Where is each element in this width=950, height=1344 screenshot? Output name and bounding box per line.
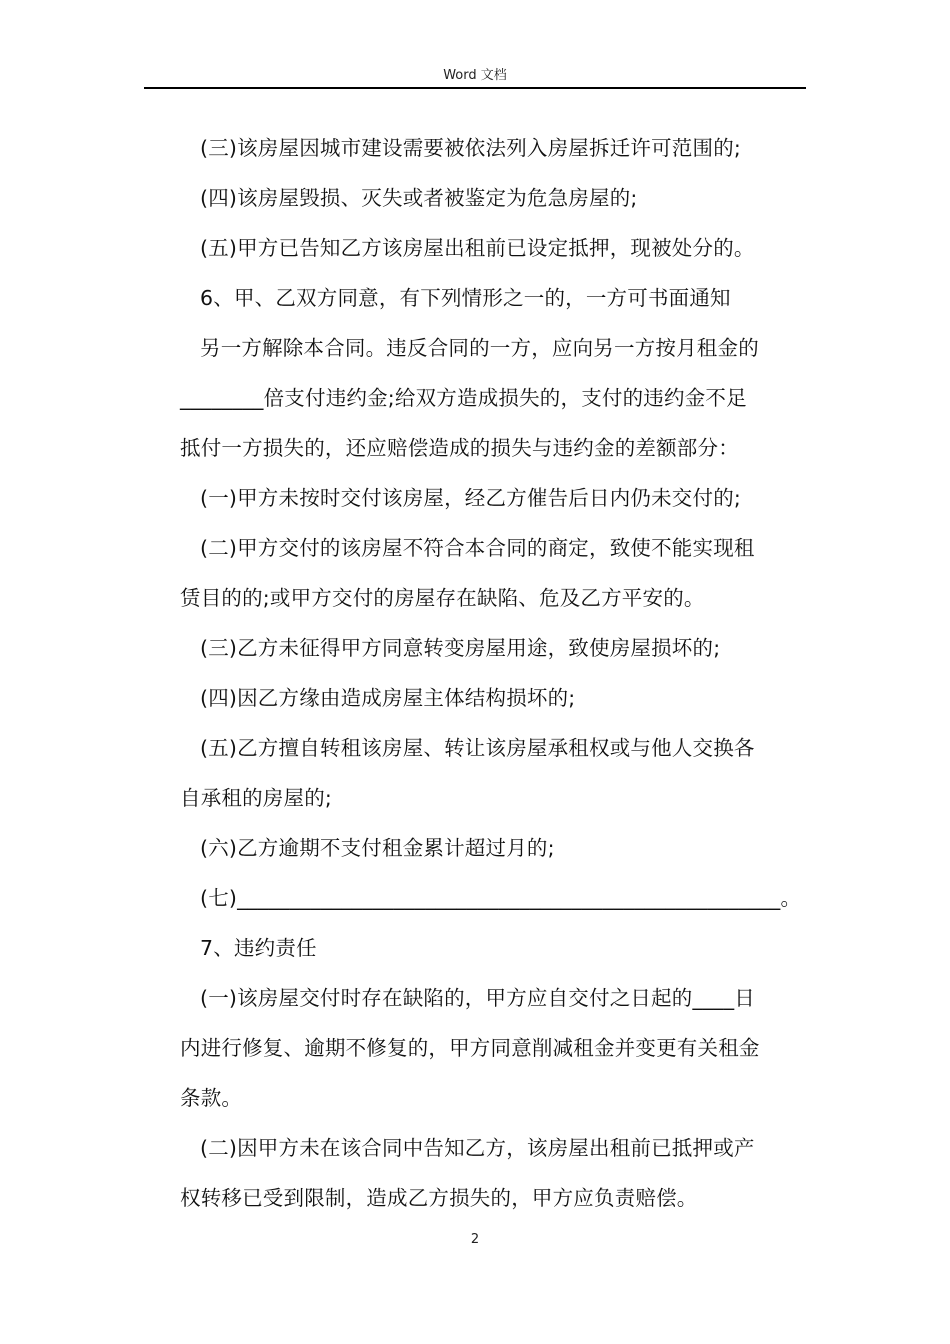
header-title: Word 文档 (443, 68, 507, 83)
clause-line-5: 另一方解除本合同。违反合同的一方，应向另一方按月租金的 (200, 336, 759, 360)
header-rule (144, 87, 806, 89)
clause-line-8: (一)甲方未按时交付该房屋，经乙方催告后日内仍未交付的; (200, 486, 742, 510)
clause-line-18: (一)该房屋交付时存在缺陷的，甲方应自交付之日起的____日 (200, 986, 755, 1010)
clause-line-20: 条款。 (180, 1086, 243, 1110)
section-heading-breach-liability: 7、违约责任 (200, 936, 317, 960)
clause-line-19: 内进行修复、逾期不修复的，甲方同意削减租金并变更有关租金 (180, 1036, 760, 1060)
clause-line-22: 权转移已受到限制，造成乙方损失的，甲方应负责赔偿。 (180, 1186, 698, 1210)
clause-line-21: (二)因甲方未在该合同中告知乙方，该房屋出租前已抵押或产 (200, 1136, 755, 1160)
clause-line-12: (四)因乙方缘由造成房屋主体结构损坏的; (200, 686, 576, 710)
clause-line-7: 抵付一方损失的，还应赔偿造成的损失与违约金的差额部分： (180, 436, 739, 460)
clause-line-1: (三)该房屋因城市建设需要被依法列入房屋拆迁许可范围的; (200, 136, 742, 160)
clause-line-14: 自承租的房屋的; (180, 786, 333, 810)
clause-line-2: (四)该房屋毁损、灭失或者被鉴定为危急房屋的; (200, 186, 638, 210)
clause-line-6: ________倍支付违约金;给双方造成损失的，支付的违约金不足 (180, 386, 747, 410)
clause-line-3: (五)甲方已告知乙方该房屋出租前已设定抵押，现被处分的。 (200, 236, 755, 260)
clause-line-11: (三)乙方未征得甲方同意转变房屋用途，致使房屋损坏的; (200, 636, 721, 660)
page-number: 2 (470, 1232, 480, 1247)
clause-line-9: (二)甲方交付的该房屋不符合本合同的商定，致使不能实现租 (200, 536, 755, 560)
clause-line-4: 6、甲、乙双方同意，有下列情形之一的，一方可书面通知 (200, 286, 731, 310)
clause-line-16: (七)____________________________________________________。 (200, 886, 802, 910)
clause-line-13: (五)乙方擅自转租该房屋、转让该房屋承租权或与他人交换各 (200, 736, 755, 760)
clause-line-15: (六)乙方逾期不支付租金累计超过月的; (200, 836, 555, 860)
clause-line-10: 赁目的的;或甲方交付的房屋存在缺陷、危及乙方平安的。 (180, 586, 705, 610)
